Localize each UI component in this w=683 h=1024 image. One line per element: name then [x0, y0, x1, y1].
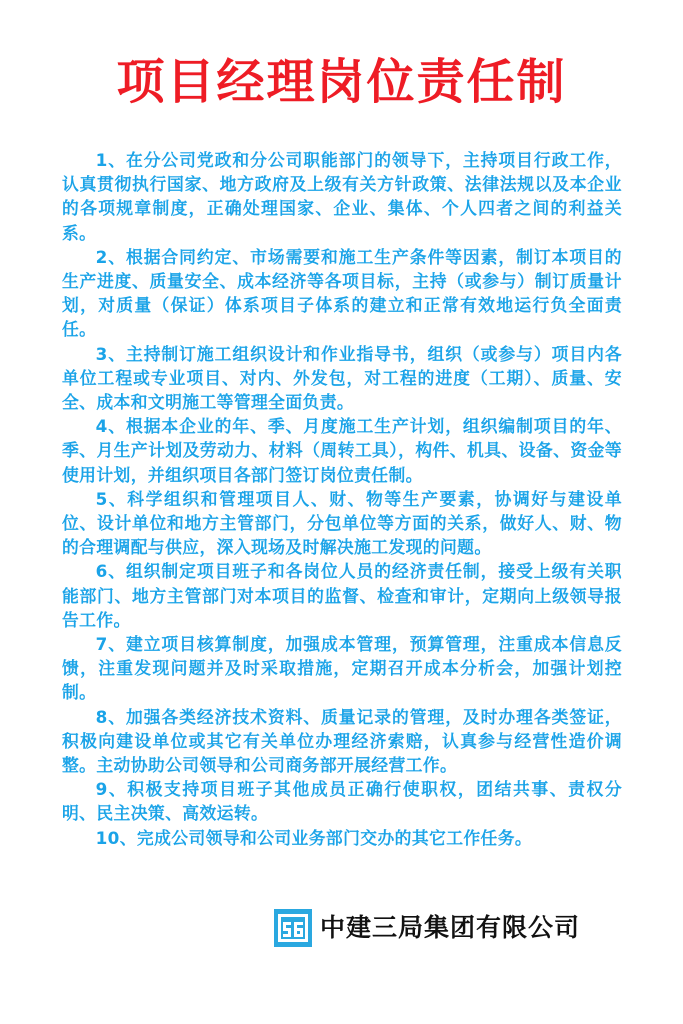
duty-item-6: 6、组织制定项目班子和各岗位人员的经济责任制，接受上级有关职能部门、地方主管部门对本项目的监督、检查和审计，定期向上级领导报告工作。	[62, 561, 622, 630]
duty-list	[62, 148, 622, 850]
company-footer	[274, 908, 580, 948]
cscec-logo-icon	[274, 909, 312, 947]
document-title: 项目经理岗位责任制	[116, 54, 567, 110]
duty-item-10: 10、完成公司领导和公司业务部门交办的其它工作任务。	[95, 827, 533, 848]
duty-item-1: 1、在分公司党政和分公司职能部门的领导下，主持项目行政工作，认真贯彻执行国家、地方政府及上级有关方针政策、法律法规以及本企业的各项规章制度，正确处理国家、企业、集体、个人四者之间的利益关系。	[62, 150, 622, 243]
duty-item-7: 7、建立项目核算制度，加强成本管理，预算管理，注重成本信息反馈，注重发现问题并及时采取措施，定期召开成本分析会，加强计划控制。	[62, 634, 622, 703]
company-name: 中建三局集团有限公司	[320, 913, 581, 942]
duty-item-3: 3、主持制订施工组织设计和作业指导书，组织（或参与）项目内各单位工程或专业项目、对内、外发包，对工程的进度（工期）、质量、安全、成本和文明施工等管理全面负责。	[62, 343, 622, 413]
duty-item-9: 9、积极支持项目班子其他成员正确行使职权，团结共事、责权分明、民主决策、高效运转。	[62, 779, 622, 824]
duty-item-2: 2、根据合同约定、市场需要和施工生产条件等因素，制订本项目的生产进度、质量安全、成本经济等各项目标，主持（或参与）制订质量计划，对质量（保证）体系项目子体系的建立和正常有效地运行负全面责任。	[62, 246, 622, 340]
duty-item-4: 4、根据本企业的年、季、月度施工生产计划，组织编制项目的年、季、月生产计划及劳动力、材料（周转工具），构件、机具、设备、资金等使用计划，并组织项目各部门签订岗位责任制。	[62, 416, 622, 485]
duty-item-8: 8、加强各类经济技术资料、质量记录的管理，及时办理各类签证，积极向建设单位或其它有关单位办理经济索赔，认真参与经营性造价调整。主动协助公司领导和公司商务部开展经营工作。	[62, 706, 622, 776]
duty-item-5: 5、科学组织和管理项目人、财、物等生产要素，协调好与建设单位、设计单位和地方主管部门，分包单位等方面的关系，做好人、财、物的合理调配与供应，深入现场及时解决施工发现的问题。	[62, 488, 622, 558]
